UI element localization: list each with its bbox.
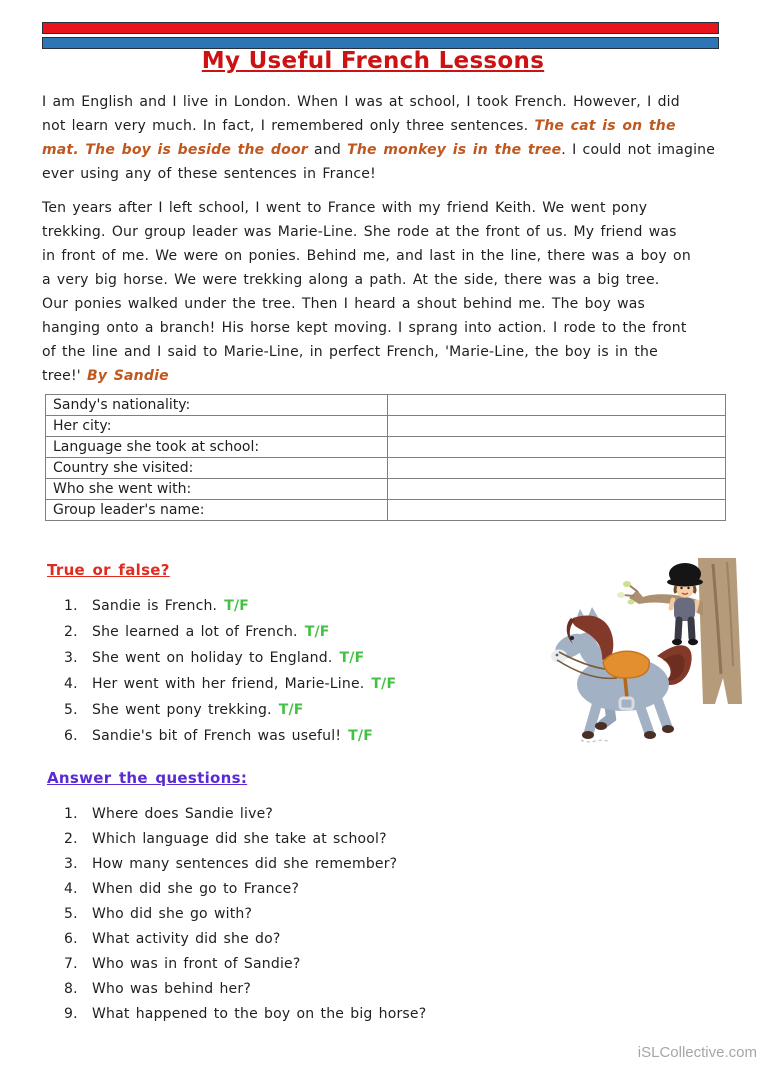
blank-answer-cell bbox=[388, 500, 726, 521]
story-paragraph bbox=[42, 196, 691, 388]
question-item bbox=[64, 952, 426, 977]
question-text: Which language did she take at school? bbox=[92, 831, 387, 847]
question-item bbox=[64, 852, 426, 877]
text-line: not learn very much. In fact, I remembered only three sentences. The cat is on the bbox=[42, 118, 676, 134]
text-line: trekking. Our group leader was Marie-Line. She rode at the front of us. My friend was bbox=[42, 224, 677, 240]
statement-text: She went pony trekking. bbox=[92, 702, 272, 718]
page-title: My Useful French Lessons bbox=[201, 48, 545, 74]
questions-list bbox=[64, 802, 426, 1027]
item-number: 3. bbox=[64, 650, 78, 666]
table-row bbox=[46, 395, 726, 416]
hanging-boy bbox=[667, 563, 703, 645]
islcollective-watermark: iSLCollective.com bbox=[637, 1044, 757, 1061]
blank-answer-cell bbox=[388, 437, 726, 458]
true-false-heading: True or false? bbox=[47, 561, 170, 579]
accent-text: The cat is on the bbox=[534, 118, 676, 134]
blank-answer-cell bbox=[388, 395, 726, 416]
statement-text: Sandie is French. bbox=[92, 598, 218, 614]
text-line: hanging onto a branch! His horse kept moving. I sprang into action. I rode to the front bbox=[42, 320, 687, 336]
question-item bbox=[64, 827, 426, 852]
table-row bbox=[46, 416, 726, 437]
tf-choice: T/F bbox=[371, 676, 397, 692]
item-number: 5. bbox=[64, 702, 78, 718]
item-number: 1. bbox=[64, 598, 78, 614]
true-false-item bbox=[64, 619, 396, 645]
pony bbox=[551, 607, 692, 742]
accent-text: mat. The boy is beside the door bbox=[42, 142, 308, 158]
prompt-cell: Sandy's nationality: bbox=[46, 395, 388, 416]
item-number: 7. bbox=[64, 956, 78, 972]
statement-text: She learned a lot of French. bbox=[92, 624, 298, 640]
statement-text: Sandie's bit of French was useful! bbox=[92, 728, 342, 744]
text-line: ever using any of these sentences in France! bbox=[42, 166, 376, 182]
text-line: I am English and I live in London. When I was at school, I took French. However, I did bbox=[42, 94, 680, 110]
answer-table bbox=[45, 394, 726, 521]
true-false-item bbox=[64, 671, 396, 697]
item-number: 5. bbox=[64, 906, 78, 922]
prompt-cell: Group leader's name: bbox=[46, 500, 388, 521]
table-row bbox=[46, 500, 726, 521]
prompt-cell: Her city: bbox=[46, 416, 388, 437]
question-text: Who was in front of Sandie? bbox=[92, 956, 301, 972]
question-item bbox=[64, 927, 426, 952]
question-text: Who did she go with? bbox=[92, 906, 253, 922]
text-line: tree!' By Sandie bbox=[42, 368, 169, 384]
tf-choice: T/F bbox=[339, 650, 365, 666]
true-false-item bbox=[64, 645, 396, 671]
blank-answer-cell bbox=[388, 416, 726, 437]
question-text: What activity did she do? bbox=[92, 931, 281, 947]
item-number: 1. bbox=[64, 806, 78, 822]
statement-text: She went on holiday to England. bbox=[92, 650, 333, 666]
accent-text: The monkey is in the tree bbox=[347, 142, 562, 158]
intro-paragraph bbox=[42, 90, 715, 186]
question-text: Where does Sandie live? bbox=[92, 806, 274, 822]
accent-text: By Sandie bbox=[86, 368, 169, 384]
text-line: Our ponies walked under the tree. Then I heard a shout behind me. The boy was bbox=[42, 296, 646, 312]
item-number: 4. bbox=[64, 676, 78, 692]
question-text: How many sentences did she remember? bbox=[92, 856, 398, 872]
question-text: What happened to the boy on the big horse? bbox=[92, 1006, 427, 1022]
item-number: 6. bbox=[64, 728, 78, 744]
question-text: When did she go to France? bbox=[92, 881, 300, 897]
true-false-item bbox=[64, 697, 396, 723]
prompt-cell: Country she visited: bbox=[46, 458, 388, 479]
question-item bbox=[64, 977, 426, 1002]
text-line: Ten years after I left school, I went to France with my friend Keith. We went pony bbox=[42, 200, 648, 216]
top-red-bar bbox=[42, 22, 719, 34]
question-text: Who was behind her? bbox=[92, 981, 251, 997]
table-row bbox=[46, 479, 726, 500]
table-row bbox=[46, 458, 726, 479]
text-line: mat. The boy is beside the door and The monkey is in the tree. I could not imagine bbox=[42, 142, 716, 158]
question-item bbox=[64, 802, 426, 827]
blank-answer-cell bbox=[388, 479, 726, 500]
prompt-cell: Who she went with: bbox=[46, 479, 388, 500]
item-number: 2. bbox=[64, 624, 78, 640]
question-item bbox=[64, 877, 426, 902]
text-line: in front of me. We were on ponies. Behind me, and last in the line, there was a boy on bbox=[42, 248, 691, 264]
item-number: 8. bbox=[64, 981, 78, 997]
tf-choice: T/F bbox=[278, 702, 304, 718]
boy-and-horse-illustration bbox=[545, 556, 761, 752]
item-number: 4. bbox=[64, 881, 78, 897]
true-false-item bbox=[64, 723, 396, 749]
text-line: of the line and I said to Marie-Line, in perfect French, 'Marie-Line, the boy is in the bbox=[42, 344, 658, 360]
item-number: 6. bbox=[64, 931, 78, 947]
answer-table-body bbox=[46, 395, 726, 521]
item-number: 2. bbox=[64, 831, 78, 847]
tf-choice: T/F bbox=[224, 598, 250, 614]
tf-choice: T/F bbox=[304, 624, 330, 640]
tf-choice: T/F bbox=[348, 728, 373, 744]
true-false-item bbox=[64, 593, 396, 619]
true-false-list bbox=[64, 593, 396, 749]
item-number: 9. bbox=[64, 1006, 78, 1022]
table-row bbox=[46, 437, 726, 458]
question-item bbox=[64, 1002, 426, 1027]
prompt-cell: Language she took at school: bbox=[46, 437, 388, 458]
statement-text: Her went with her friend, Marie-Line. bbox=[92, 676, 365, 692]
question-item bbox=[64, 902, 426, 927]
text-line: a very big horse. We were trekking along a path. At the side, there was a big tree. bbox=[42, 272, 660, 288]
item-number: 3. bbox=[64, 856, 78, 872]
blank-answer-cell bbox=[388, 458, 726, 479]
answer-questions-heading: Answer the questions: bbox=[47, 769, 248, 787]
